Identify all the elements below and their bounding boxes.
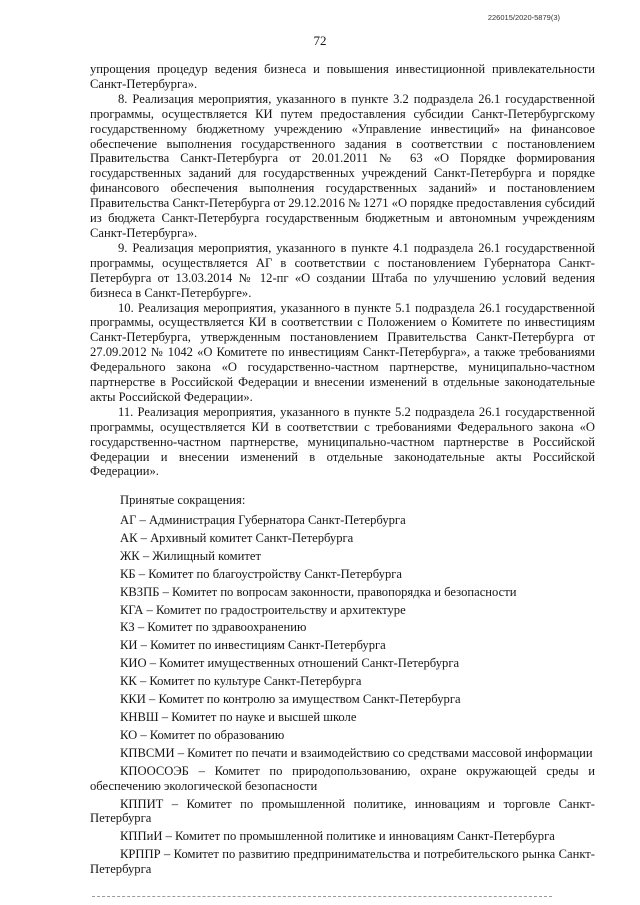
body-text	[90, 62, 595, 479]
abbreviation-item: АК – Архивный комитет Санкт-Петербурга	[120, 530, 354, 545]
abbreviation-item: КПООСОЭБ – Комитет по природопользованию, охране окружающей среды и обеспечению экологической безопасности	[90, 763, 595, 793]
abbreviation-item: КК – Комитет по культуре Санкт-Петербурга	[120, 674, 362, 689]
abbreviation-item: КНВШ – Комитет по науке и высшей школе	[120, 709, 357, 724]
abbreviation-item: ЖК – Жилищный комитет	[120, 548, 261, 563]
abbreviation-item: КПВСМИ – Комитет по печати и взаимодействию со средствами массовой информации	[120, 745, 593, 760]
page-number: 72	[313, 33, 327, 48]
paragraph-8: 8. Реализация мероприятия, указанного в пункте 3.2 подраздела 26.1 государственной программы, осуществляется КИ путем предоставления субсидии Санкт-Петербургскому государственному бюджетному учреждению «Управление инвестиций» на финансовое обеспечение выполнения государственного задания в соответствии с постановлением Правительства Санкт-Петербурга от 20.01.2011 № 63 «О Порядке формирования государственных заданий для государственных учреждений Санкт-Петербурга и порядке финансового обеспечения выполнения государственных заданий» и постановлением Правительства Санкт-Петербурга от 29.12.2016 № 1271 «О порядке предоставления субсидий из бюджета Санкт-Петербурга государственным бюджетным и автономным учреждениям Санкт-Петербурга».	[90, 91, 595, 240]
abbreviation-item: КППиИ – Комитет по промышленной политике и инновациям Санкт-Петербурга	[120, 829, 555, 844]
abbreviation-item: КИО – Комитет имущественных отношений Санкт-Петербурга	[120, 656, 460, 671]
abbreviation-item: КВЗПБ – Комитет по вопросам законности, правопорядка и безопасности	[120, 584, 517, 599]
abbreviation-item: АГ – Администрация Губернатора Санкт-Петербурга	[120, 513, 406, 527]
abbreviation-item: КППИТ – Комитет по промышленной политике, инновациям и торговле Санкт-Петербурга	[90, 796, 595, 826]
paragraph-10: 10. Реализация мероприятия, указанного в пункте 5.1 подраздела 26.1 государственной программы, осуществляется КИ в соответствии с Положением о Комитете по инвестициям Санкт-Петербурга, утвержденным постановлением Правительства Санкт-Петербурга от 27.09.2012 № 1042 «О Комитете по инвестициям Санкт-Петербурга», а также требованиями Федерального закона «О государственно-частном партнерстве, муниципально-частном партнерстве в Российской Федерации и внесении изменений в отдельные законодательные акты Российской Федерации».	[90, 300, 595, 404]
abbreviation-item: КЗ – Комитет по здравоохранению	[120, 620, 307, 635]
abbreviations-list	[90, 493, 595, 880]
paragraph-continuation: упрощения процедур ведения бизнеса и повышения инвестиционной привлекательности Санкт-Петербурга».	[90, 62, 595, 91]
abbreviation-item: КИ – Комитет по инвестициям Санкт-Петербурга	[120, 638, 386, 653]
abbreviation-item: ККИ – Комитет по контролю за имуществом Санкт-Петербурга	[120, 692, 461, 707]
paragraph-11: 11. Реализация мероприятия, указанного в пункте 5.2 подраздела 26.1 государственной программы, осуществляется КИ в соответствии с требованиями Федерального закона «О государственно-частном партнерстве, муниципально-частном партнерстве в Российской Федерации и внесении изменений в отдельные законодательные акты Российской Федерации».	[90, 404, 595, 479]
abbreviation-item: КБ – Комитет по благоустройству Санкт-Петербурга	[120, 566, 402, 581]
document-number: 226015/2020-5879(3)	[487, 13, 560, 22]
abbreviation-item: КРППР – Комитет по развитию предпринимательства и потребительского рынка Санкт-Петербурга	[90, 847, 595, 877]
abbreviation-item: КО – Комитет по образованию	[120, 727, 285, 742]
abbreviations-title: Принятые сокращения:	[120, 493, 246, 507]
abbreviation-item: КГА – Комитет по градостроительству и архитектуре	[120, 602, 406, 617]
paragraph-9: 9. Реализация мероприятия, указанного в пункте 4.1 подраздела 26.1 государственной программы, осуществляется АГ в соответствии с постановлением Губернатора Санкт-Петербурга от 13.03.2014 № 12-пг «О создании Штаба по улучшению условий ведения бизнеса в Санкт-Петербурге».	[90, 240, 595, 300]
footer-divider	[92, 896, 552, 897]
